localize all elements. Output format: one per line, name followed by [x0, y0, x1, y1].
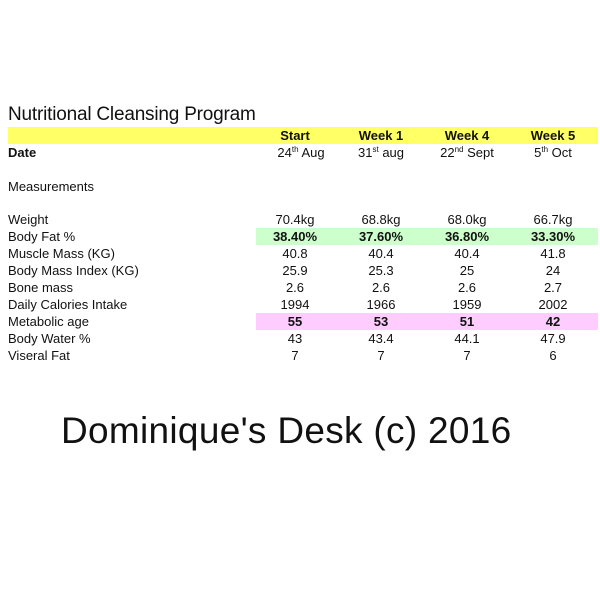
cell-week-1: 7 [377, 348, 385, 363]
row-label: Weight [8, 212, 49, 227]
cell-week-4: 51 [459, 314, 475, 329]
cell-start: 43 [287, 331, 303, 346]
row-label: Bone mass [8, 280, 74, 295]
cell-week-5: 6 [549, 348, 557, 363]
cell-week-4: 40.4 [454, 246, 480, 261]
cell-start: 7 [291, 348, 299, 363]
cell-week-5: 41.8 [540, 246, 566, 261]
date-week-5: 5th Oct [534, 145, 572, 160]
cell-week-1: 53 [373, 314, 389, 329]
cell-start: 40.8 [282, 246, 308, 261]
header-week-4: Week 4 [444, 128, 490, 143]
date-week-1: 31st aug [357, 145, 405, 160]
header-week-5: Week 5 [530, 128, 576, 143]
table-row [8, 313, 598, 330]
table-row [8, 296, 598, 313]
cell-week-4: 2.6 [457, 280, 477, 295]
row-label: Body Fat % [8, 229, 76, 244]
cell-week-4: 7 [463, 348, 471, 363]
cell-start: 38.40% [272, 229, 318, 244]
row-label: Body Mass Index (KG) [8, 263, 139, 278]
cell-week-4: 68.0kg [447, 212, 487, 227]
cell-week-4: 1959 [452, 297, 482, 312]
cell-week-1: 37.60% [358, 229, 404, 244]
header-week-1: Week 1 [358, 128, 404, 143]
table-row [8, 347, 598, 364]
cell-week-4: 36.80% [444, 229, 490, 244]
table-row [8, 228, 598, 245]
cell-week-5: 33.30% [530, 229, 576, 244]
column-header-row [8, 127, 598, 144]
cell-start: 55 [287, 314, 303, 329]
cell-start: 25.9 [282, 263, 308, 278]
date-week-4: 22nd Sept [440, 145, 494, 160]
date-label: Date [8, 145, 37, 160]
table-row [8, 262, 598, 279]
cell-week-1: 2.6 [371, 280, 391, 295]
header-start: Start [280, 128, 310, 143]
copyright-watermark: Dominique's Desk (c) 2016 [61, 410, 512, 451]
cell-week-5: 2002 [538, 297, 568, 312]
cell-week-5: 24 [545, 263, 561, 278]
cell-week-1: 25.3 [368, 263, 394, 278]
cell-start: 1994 [280, 297, 310, 312]
row-label: Muscle Mass (KG) [8, 246, 115, 261]
cell-week-1: 1966 [366, 297, 396, 312]
cell-week-1: 68.8kg [361, 212, 401, 227]
cell-week-5: 66.7kg [533, 212, 573, 227]
cell-week-5: 47.9 [540, 331, 566, 346]
cell-week-5: 2.7 [543, 280, 563, 295]
cell-week-1: 40.4 [368, 246, 394, 261]
cell-week-4: 25 [459, 263, 475, 278]
date-row [8, 144, 598, 161]
measurements-row [8, 178, 598, 195]
sheet-title: Nutritional Cleansing Program [8, 104, 256, 125]
cell-week-1: 43.4 [368, 331, 394, 346]
table-row [8, 330, 598, 347]
cell-week-4: 44.1 [454, 331, 480, 346]
row-label: Body Water % [8, 331, 91, 346]
cell-week-5: 42 [545, 314, 561, 329]
row-label: Daily Calories Intake [8, 297, 128, 312]
row-label: Metabolic age [8, 314, 89, 329]
cell-start: 70.4kg [275, 212, 315, 227]
table-row [8, 245, 598, 262]
table-row [8, 211, 598, 228]
row-label: Viseral Fat [8, 348, 70, 363]
cell-start: 2.6 [285, 280, 305, 295]
measurements-label: Measurements [8, 179, 94, 194]
table-row [8, 279, 598, 296]
date-start: 24th Aug [277, 145, 325, 160]
